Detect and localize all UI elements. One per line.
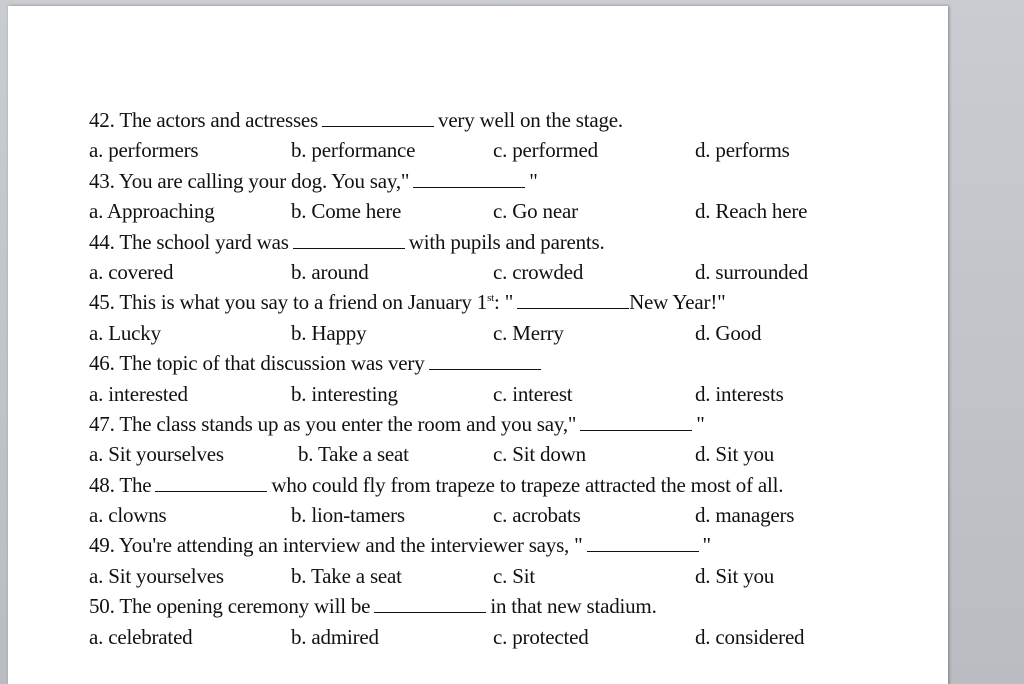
option-b: b. Take a seat: [291, 563, 402, 588]
question-48-stem: 48. The: [89, 472, 152, 497]
question-45-stem-end: New Year!": [629, 290, 726, 315]
question-list: [89, 105, 939, 652]
question-43: [89, 166, 939, 196]
option-a: a. covered: [89, 259, 174, 284]
option-a: a. celebrated: [89, 624, 193, 649]
option-d: d. interests: [695, 381, 784, 406]
question-46: [89, 348, 939, 378]
option-d: d. Sit you: [695, 442, 775, 467]
question-42-stem: 42. The actors and actresses: [89, 108, 319, 132]
option-d: d. managers: [695, 503, 795, 528]
option-b: b. Happy: [291, 320, 367, 345]
question-45-stem: 45. This is what you say to a friend on January 1: [89, 290, 488, 315]
question-43-stem: 43. You are calling your dog. You say,": [89, 168, 410, 193]
answer-blank: [580, 429, 692, 431]
question-44-options: [89, 257, 939, 287]
question-50-options: [89, 622, 939, 652]
answer-blank: [322, 125, 434, 127]
answer-blank: [429, 368, 541, 370]
option-b: b. performance: [291, 138, 416, 163]
option-c: c. Sit: [493, 563, 535, 588]
option-b: b. around: [291, 259, 369, 284]
answer-blank: [517, 307, 629, 309]
question-46-stem: 46. The topic of that discussion was very: [89, 351, 425, 376]
option-c: c. crowded: [493, 259, 584, 284]
option-a: a. clowns: [89, 503, 167, 528]
question-45-options: [89, 318, 939, 348]
question-44: [89, 227, 939, 257]
option-a: a. interested: [89, 381, 188, 406]
question-47-stem: 47. The class stands up as you enter the room and you say,": [89, 411, 577, 436]
option-c: c. Sit down: [493, 442, 586, 467]
answer-blank: [413, 186, 525, 188]
option-a: a. Sit yourselves: [89, 442, 224, 467]
question-43-stem-end: ": [529, 168, 538, 193]
option-b: b. interesting: [291, 381, 398, 406]
option-c: c. protected: [493, 624, 589, 649]
question-47-options: [89, 439, 939, 469]
option-d: d. Reach here: [695, 199, 808, 224]
question-44-stem: 44. The school yard was: [89, 229, 289, 254]
option-c: c. performed: [493, 138, 598, 163]
question-43-options: [89, 196, 939, 226]
option-d: d. surrounded: [695, 259, 808, 284]
option-b: b. Take a seat: [298, 442, 409, 467]
option-b: b. lion-tamers: [291, 503, 405, 528]
option-c: c. acrobats: [493, 503, 581, 528]
answer-blank: [293, 247, 405, 249]
question-42: [89, 105, 939, 135]
option-c: c. Merry: [493, 320, 564, 345]
option-c: c. Go near: [493, 199, 578, 224]
option-a: a. Lucky: [89, 320, 161, 345]
question-50: [89, 591, 939, 621]
option-d: d. considered: [695, 624, 805, 649]
option-b: b. Come here: [291, 199, 402, 224]
option-a: a. Sit yourselves: [89, 563, 224, 588]
document-page: [8, 6, 948, 684]
option-a: a. performers: [89, 138, 199, 163]
question-49: [89, 530, 939, 560]
question-48: [89, 470, 939, 500]
option-d: d. Good: [695, 320, 762, 345]
question-45: [89, 287, 939, 317]
question-50-stem: 50. The opening ceremony will be: [89, 594, 371, 619]
question-47-stem-end: ": [696, 411, 705, 436]
question-47: [89, 409, 939, 439]
option-b: b. admired: [291, 624, 379, 649]
answer-blank: [374, 611, 486, 613]
option-c: c. interest: [493, 381, 573, 406]
question-45-stem-mid: : ": [494, 290, 514, 315]
answer-blank: [587, 550, 699, 552]
question-49-stem: 49. You're attending an interview and the interviewer says, ": [89, 533, 583, 558]
option-d: d. Sit you: [695, 563, 775, 588]
ordinal-suffix: st: [487, 292, 495, 305]
question-48-stem-end: who could fly from trapeze to trapeze attracted the most of all.: [271, 472, 784, 497]
question-48-options: [89, 500, 939, 530]
question-49-options: [89, 561, 939, 591]
option-a: a. Approaching: [89, 199, 215, 224]
question-44-stem-end: with pupils and parents.: [408, 229, 605, 254]
question-50-stem-end: in that new stadium.: [490, 594, 657, 619]
option-d: d. performs: [695, 138, 790, 163]
question-49-stem-end: ": [702, 533, 711, 558]
question-42-options: [89, 135, 939, 165]
question-46-options: [89, 379, 939, 409]
question-42-stem-end: very well on the stage.: [438, 108, 623, 132]
answer-blank: [155, 490, 267, 492]
